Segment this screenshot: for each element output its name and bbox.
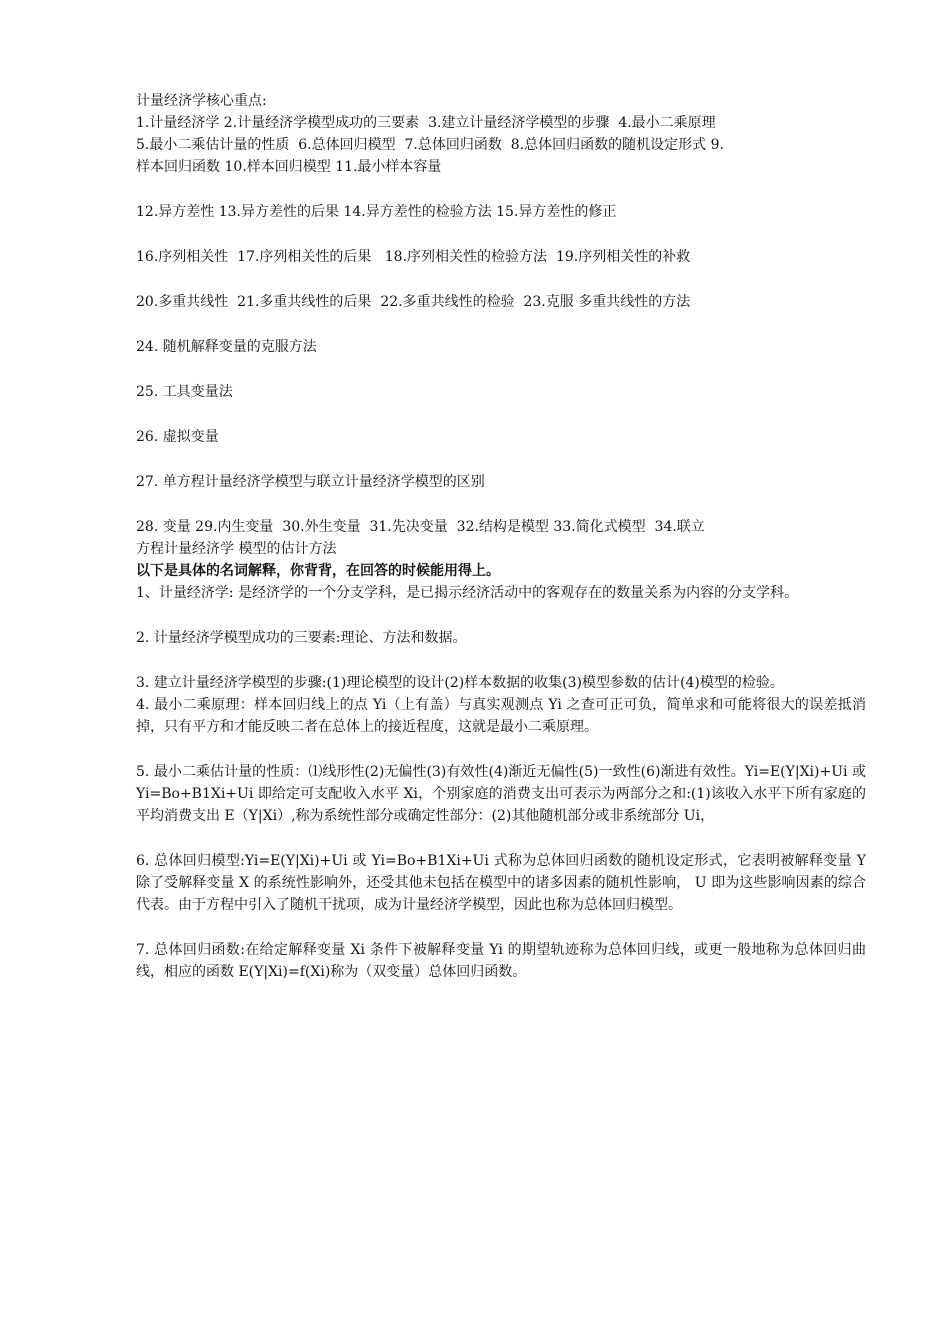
topic-line-1: 1.计量经济学 2.计量经济学模型成功的三要素 3.建立计量经济学模型的步骤 4.最小二乘原理 bbox=[136, 115, 716, 131]
document-page bbox=[136, 90, 871, 983]
spacer bbox=[136, 493, 866, 516]
topic-line-6: 20.多重共线性 21.多重共线性的后果 22.多重共线性的检验 23.克服 多重共线性的方法 bbox=[136, 294, 691, 310]
topic-line-9: 26. 虚拟变量 bbox=[136, 429, 219, 445]
definition-5: 5. 最小二乘估计量的性质：⑴线形性(2)无偏性(3)有效性(4)渐近无偏性(5)一致性(6)渐进有效性。Yi=E(Y|Xi)+Ui 或 Yi=Bo+B1Xi+Ui 即给定可支配收入水平 Xi，个别家庭的消费支出可表示为两部分之和:(1)该收入水平下所有家庭的平均消费支出 E（Y|Xi）,称为系统性部分或确定性部分：(2)其他随机部分或非系统部分 Ui， bbox=[136, 764, 871, 824]
topic-line-7: 24. 随机解释变量的克服方法 bbox=[136, 339, 317, 355]
topic-line-10: 27. 单方程计量经济学模型与联立计量经济学模型的区别 bbox=[136, 474, 485, 490]
topic-line-8: 25. 工具变量法 bbox=[136, 384, 233, 400]
definition-7: 7. 总体回归函数:在给定解释变量 Xi 条件下被解释变量 Yi 的期望轨迹称为总体回归线，或更一般地称为总体回归曲线，相应的函数 E(Y|Xi)=f(Xi)称为（双变量）总体回归函数。 bbox=[136, 942, 866, 980]
spacer bbox=[136, 268, 866, 291]
topic-line-11: 28. 变量 29.内生变量 30.外生变量 31.先决变量 32.结构是模型 33.简化式模型 34.联立 bbox=[136, 519, 705, 535]
topic-line-3: 样本回归函数 10.样本回归模型 11.最小样本容量 bbox=[136, 159, 442, 175]
spacer bbox=[136, 448, 866, 471]
spacer bbox=[136, 313, 866, 336]
definition-4: 4. 最小二乘原理：样本回归线上的点 Yi（上有盖）与真实观测点 Yi 之查可正可负，简单求和可能将很大的误差抵消掉，只有平方和才能反映二者在总体上的接近程度，这就是最小二乘原理。 bbox=[136, 697, 866, 735]
topic-line-4: 12.异方差性 13.异方差性的后果 14.异方差性的检验方法 15.异方差性的修正 bbox=[136, 204, 617, 220]
topic-line-12: 方程计量经济学 模型的估计方法 bbox=[136, 541, 337, 557]
definition-2: 2. 计量经济学模型成功的三要素:理论、方法和数据。 bbox=[136, 630, 467, 646]
spacer bbox=[136, 178, 866, 201]
spacer bbox=[136, 916, 866, 939]
topic-line-2: 5.最小二乘估计量的性质 6.总体回归模型 7.总体回归函数 8.总体回归函数的随机设定形式 9. bbox=[136, 137, 724, 153]
document-title: 计量经济学核心重点: bbox=[136, 93, 267, 109]
spacer bbox=[136, 649, 866, 672]
topic-line-5: 16.序列相关性 17.序列相关性的后果 18.序列相关性的检验方法 19.序列相关性的补救 bbox=[136, 249, 691, 265]
intro-heading: 以下是具体的名词解释，你背背，在回答的时候能用得上。 bbox=[136, 563, 500, 579]
spacer bbox=[136, 223, 866, 246]
spacer bbox=[136, 358, 866, 381]
definition-1: 1、计量经济学: 是经济学的一个分支学科，是已揭示经济活动中的客观存在的数量关系为内容的分支学科。 bbox=[136, 585, 799, 601]
definition-3: 3. 建立计量经济学模型的步骤:(1)理论模型的设计(2)样本数据的收集(3)模型参数的估计(4)模型的检验。 bbox=[136, 675, 784, 691]
definition-6: 6. 总体回归模型:Yi=E(Y|Xi)+Ui 或 Yi=Bo+B1Xi+Ui 式称为总体回归函数的随机设定形式，它表明被解释变量 Y 除了受解释变量 X 的系统性影响外，还受其他未包括在模型中的诸多因素的随机性影响， U 即为这些影响因素的综合代表。由于方程中引入了随机干扰项，成为计量经济学模型，因此也称为总体回归模型。 bbox=[136, 853, 871, 913]
spacer bbox=[136, 827, 866, 850]
spacer bbox=[136, 604, 866, 627]
spacer bbox=[136, 403, 866, 426]
spacer bbox=[136, 738, 866, 761]
